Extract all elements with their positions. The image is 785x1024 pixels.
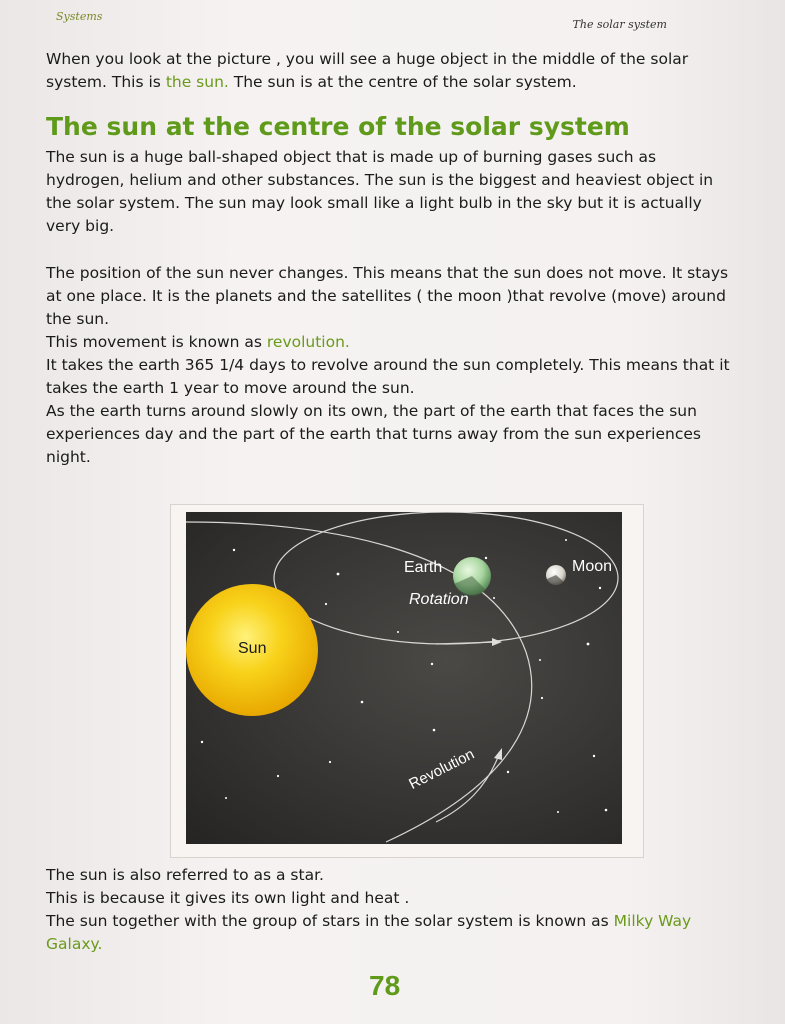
solar-system-illustration bbox=[186, 512, 622, 844]
rotation-label: Rotation bbox=[409, 591, 469, 608]
star-line: The sun is also referred to as a star. bbox=[46, 866, 324, 884]
sun-label: Sun bbox=[238, 640, 267, 657]
galaxy-highlight: Milky Way Galaxy. bbox=[46, 912, 692, 953]
sun-position-line: The position of the sun never changes. This means that the sun does not move. It stays at one place. It is the planets and the satellites ( the moon )that revolve (move) around the sun. bbox=[46, 264, 729, 328]
galaxy-line bbox=[46, 910, 736, 956]
revolution-arrow-head bbox=[494, 748, 502, 760]
intro-highlight: the sun. bbox=[165, 73, 229, 91]
closing-paragraph bbox=[46, 864, 736, 956]
light-heat-line: This is because it gives its own light and heat . bbox=[46, 889, 410, 907]
revolution-label: Revolution bbox=[406, 745, 478, 793]
intro-text: When you look at the picture , you will see a huge object in the middle of the solar system. This is bbox=[46, 50, 689, 91]
galaxy-text: The sun together with the group of stars in the solar system is known as bbox=[46, 912, 614, 930]
revolution-highlight: revolution. bbox=[266, 333, 350, 351]
running-header-right: The solar system bbox=[572, 18, 667, 31]
revolution-text: This movement is known as bbox=[46, 333, 267, 351]
earth-year-line: It takes the earth 365 1/4 days to revolve around the sun completely. This means that it takes the earth 1 year to move around the sun. bbox=[46, 356, 730, 397]
sun-description-paragraph: The sun is a huge ball-shaped object that is made up of burning gases such as hydrogen, helium and other substances. The sun is the biggest and heaviest object in the solar system. The sun may look small like a light bulb in the sky but it is actually very big. bbox=[46, 148, 714, 235]
revolution-line bbox=[46, 331, 736, 354]
moon-label: Moon bbox=[572, 558, 613, 575]
section-heading: The sun at the centre of the solar system bbox=[46, 112, 630, 141]
page-number: 78 bbox=[369, 970, 401, 1001]
day-night-line: As the earth turns around slowly on its own, the part of the earth that faces the sun experiences day and the part of the earth that turns away from the sun experiences night. bbox=[46, 402, 701, 466]
earth-label: Earth bbox=[404, 559, 443, 576]
intro-paragraph bbox=[46, 48, 736, 94]
running-header-left: Systems bbox=[56, 10, 103, 23]
intro-text-end: The sun is at the centre of the solar system. bbox=[228, 73, 577, 91]
moon-orbit-arrow-head bbox=[492, 638, 502, 646]
sun-position-paragraph bbox=[46, 262, 736, 469]
